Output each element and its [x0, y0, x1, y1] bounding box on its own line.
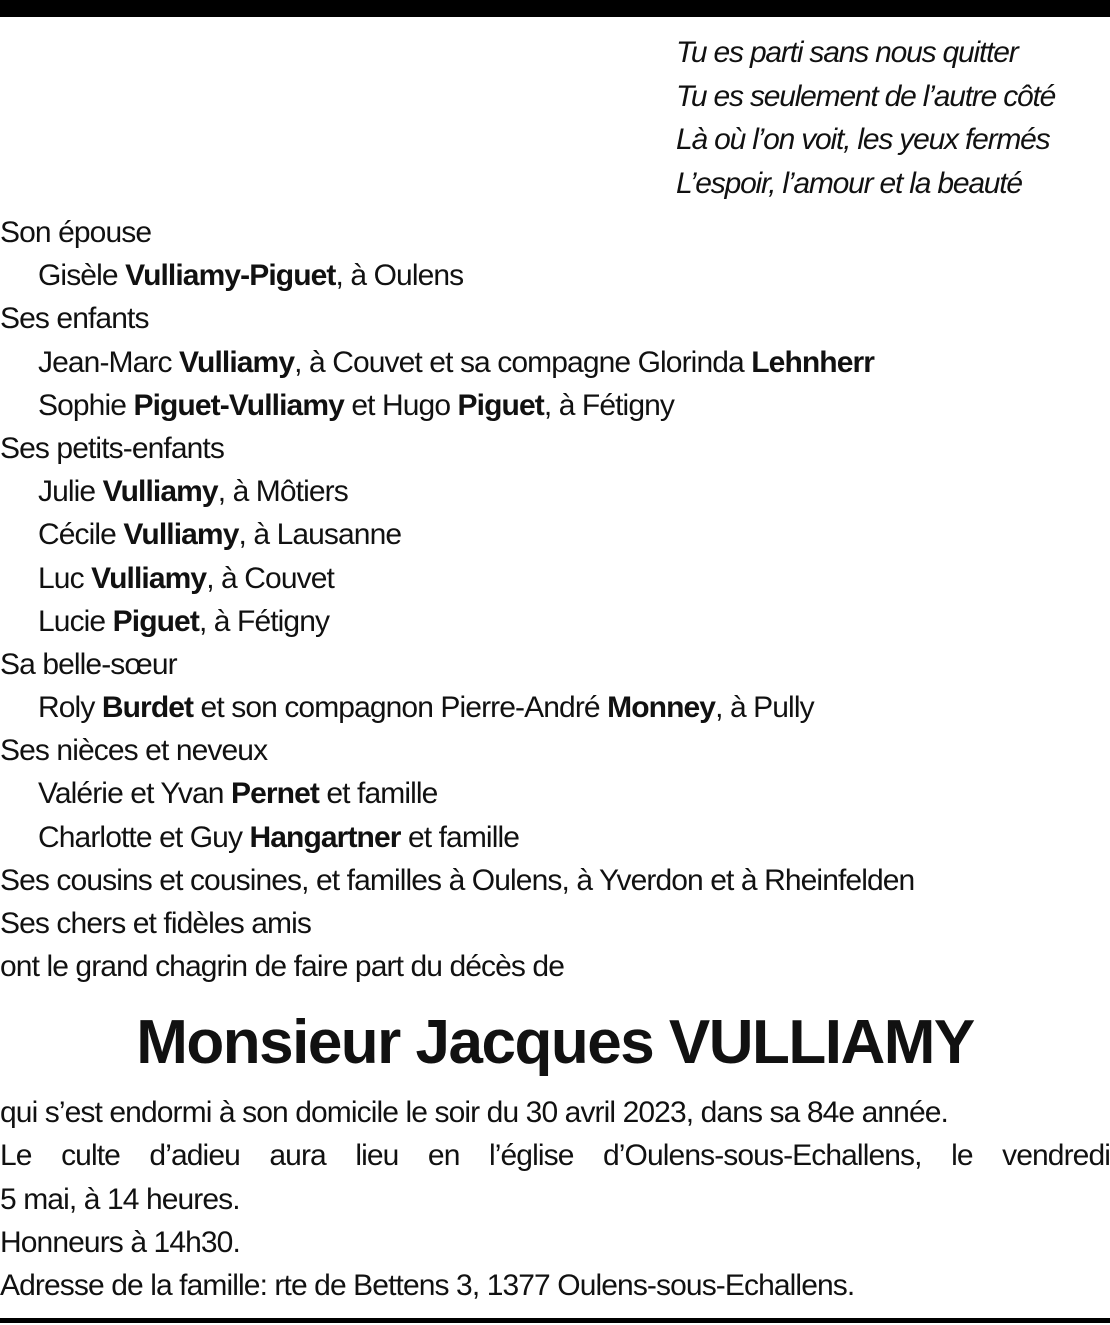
entry-text: et famille — [400, 820, 520, 854]
entry-text: , à Couvet et sa compagne Glorinda — [294, 345, 752, 379]
honours-line: Honneurs à 14h30. — [0, 1225, 240, 1259]
surname: Monney — [607, 691, 716, 725]
first-name: Jean-Marc — [38, 345, 180, 379]
top-rule — [0, 0, 1110, 17]
location: , à Oulens — [335, 259, 464, 293]
family-address-line: Adresse de la famille: rte de Bettens 3, 1377 Oulens-sous-Echallens. — [0, 1269, 855, 1303]
surname: Vulliamy — [123, 518, 239, 552]
child-entry — [0, 341, 1110, 384]
family-list — [0, 211, 1110, 988]
entry-text: et famille — [318, 777, 438, 811]
location: , à Pully — [715, 691, 814, 725]
location: , à Môtiers — [217, 475, 348, 509]
poem-line: Tu es seulement de l’autre côté — [676, 79, 1056, 113]
surname: Piguet-Vulliamy — [133, 388, 344, 422]
poem — [676, 31, 1110, 205]
first-name: Roly — [38, 691, 102, 725]
service-line: Le culte d’adieu aura lieu en l’église d’Oulens-sous-Echallens, le vendredi — [0, 1139, 1110, 1173]
grandchild-entry — [0, 600, 1110, 643]
surname: Pernet — [230, 777, 319, 811]
entry-text: et Hugo — [343, 388, 458, 422]
surname: Hangartner — [249, 820, 401, 854]
spouse-heading: Son épouse — [0, 216, 152, 249]
location: , à Lausanne — [238, 518, 402, 552]
passing-line: qui s’est endormi à son domicile le soir du 30 avril 2023, dans sa 84e année. — [0, 1096, 948, 1129]
friends-line: Ses chers et fidèles amis — [0, 907, 311, 940]
location: , à Fétigny — [543, 388, 674, 422]
grandchild-entry — [0, 513, 1110, 556]
cousins-line: Ses cousins et cousines, et familles à Oulens, à Yverdon et à Rheinfelden — [0, 863, 915, 897]
service-details — [0, 1091, 1110, 1307]
location: , à Fétigny — [198, 604, 330, 638]
sister-in-law-entry — [0, 686, 1110, 729]
grandchild-entry — [0, 470, 1110, 513]
grandchildren-heading: Ses petits-enfants — [0, 431, 224, 465]
surname: Vulliamy-Piguet — [125, 259, 336, 293]
poem-line: Tu es parti sans nous quitter — [676, 36, 1018, 69]
surname: Vulliamy — [91, 561, 207, 595]
first-name: Gisèle — [38, 259, 126, 293]
first-name: Lucie — [38, 604, 113, 638]
surname: Vulliamy — [102, 475, 218, 509]
first-name: Luc — [38, 561, 92, 595]
first-name: Cécile — [38, 518, 124, 552]
child-entry — [0, 384, 1110, 427]
surname: Vulliamy — [179, 345, 295, 379]
first-name: Sophie — [38, 388, 134, 422]
announcement-line: ont le grand chagrin de faire part du décès de — [0, 950, 565, 984]
surname: Lehnherr — [751, 345, 875, 379]
first-name: Charlotte et Guy — [38, 820, 250, 854]
deceased-name: Monsieur Jacques VULLIAMY — [136, 1008, 974, 1077]
niece-entry — [0, 816, 1110, 859]
sister-in-law-heading: Sa belle-sœur — [0, 647, 177, 681]
surname: Burdet — [101, 691, 194, 725]
first-name: Valérie et Yvan — [38, 777, 231, 811]
children-heading: Ses enfants — [0, 302, 149, 336]
poem-line: L’espoir, l’amour et la beauté — [676, 166, 1022, 200]
nieces-heading: Ses nièces et neveux — [0, 734, 268, 768]
location: , à Couvet — [206, 561, 334, 595]
niece-entry — [0, 772, 1110, 815]
surname: Piguet — [457, 388, 544, 422]
grandchild-entry — [0, 557, 1110, 600]
bottom-rule — [0, 1318, 1110, 1323]
first-name: Julie — [38, 475, 103, 509]
service-time-line: 5 mai, à 14 heures. — [0, 1182, 240, 1216]
entry-text: et son compagnon Pierre-André — [193, 691, 608, 725]
surname: Piguet — [112, 604, 199, 638]
poem-line: Là où l’on voit, les yeux fermés — [676, 123, 1050, 156]
spouse-entry — [0, 254, 1110, 297]
